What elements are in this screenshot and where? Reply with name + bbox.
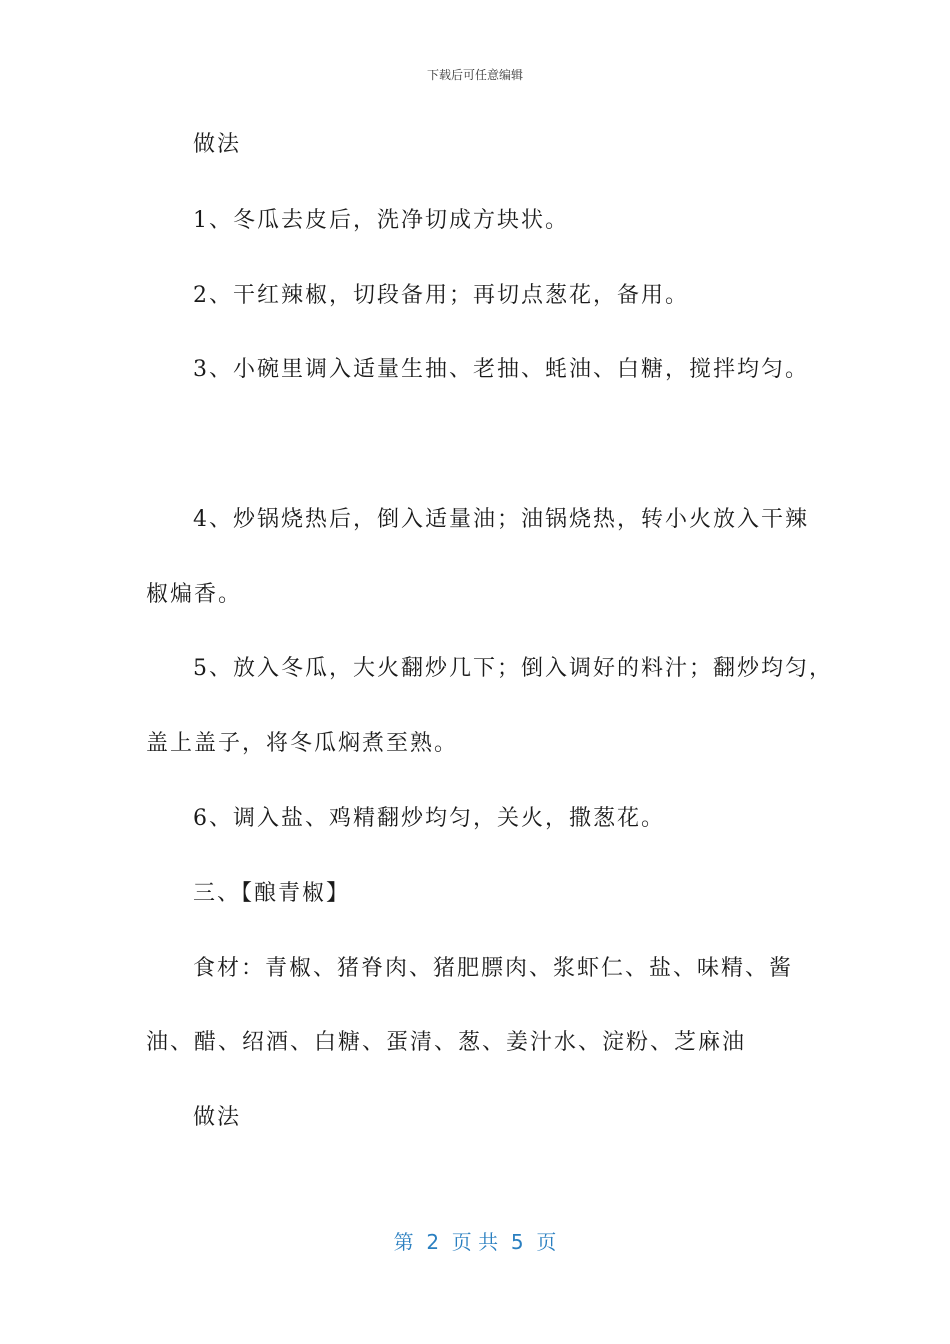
step-5: 5、放入冬瓜，大火翻炒几下；倒入调好的料汁；翻炒均匀， bbox=[193, 656, 833, 681]
step-2: 2、干红辣椒，切段备用；再切点葱花，备用。 bbox=[193, 283, 689, 308]
section-heading-method: 做法 bbox=[193, 132, 242, 157]
step-6: 6、调入盐、鸡精翻炒均匀，关火，撒葱花。 bbox=[193, 806, 665, 831]
step-4-continued: 椒煸香。 bbox=[146, 582, 243, 607]
recipe-title: 三、【酿青椒】 bbox=[193, 881, 351, 906]
step-5-continued: 盖上盖子，将冬瓜焖煮至熟。 bbox=[146, 731, 459, 756]
step-4: 4、炒锅烧热后，倒入适量油；油锅烧热，转小火放入干辣 bbox=[193, 507, 809, 532]
page-footer: 第 2 页 共 5 页 bbox=[393, 1230, 557, 1254]
ingredients: 食材：青椒、猪脊肉、猪肥膘肉、浆虾仁、盐、味精、酱 bbox=[193, 956, 794, 981]
step-1: 1、冬瓜去皮后，洗净切成方块状。 bbox=[193, 208, 569, 233]
ingredients-continued: 油、醋、绍酒、白糖、蛋清、葱、姜汁水、淀粉、芝麻油 bbox=[146, 1030, 747, 1055]
step-3: 3、小碗里调入适量生抽、老抽、蚝油、白糖，搅拌均匀。 bbox=[193, 357, 809, 382]
section-heading-method-2: 做法 bbox=[193, 1105, 242, 1130]
page-header: 下载后可任意编辑 bbox=[426, 68, 523, 82]
